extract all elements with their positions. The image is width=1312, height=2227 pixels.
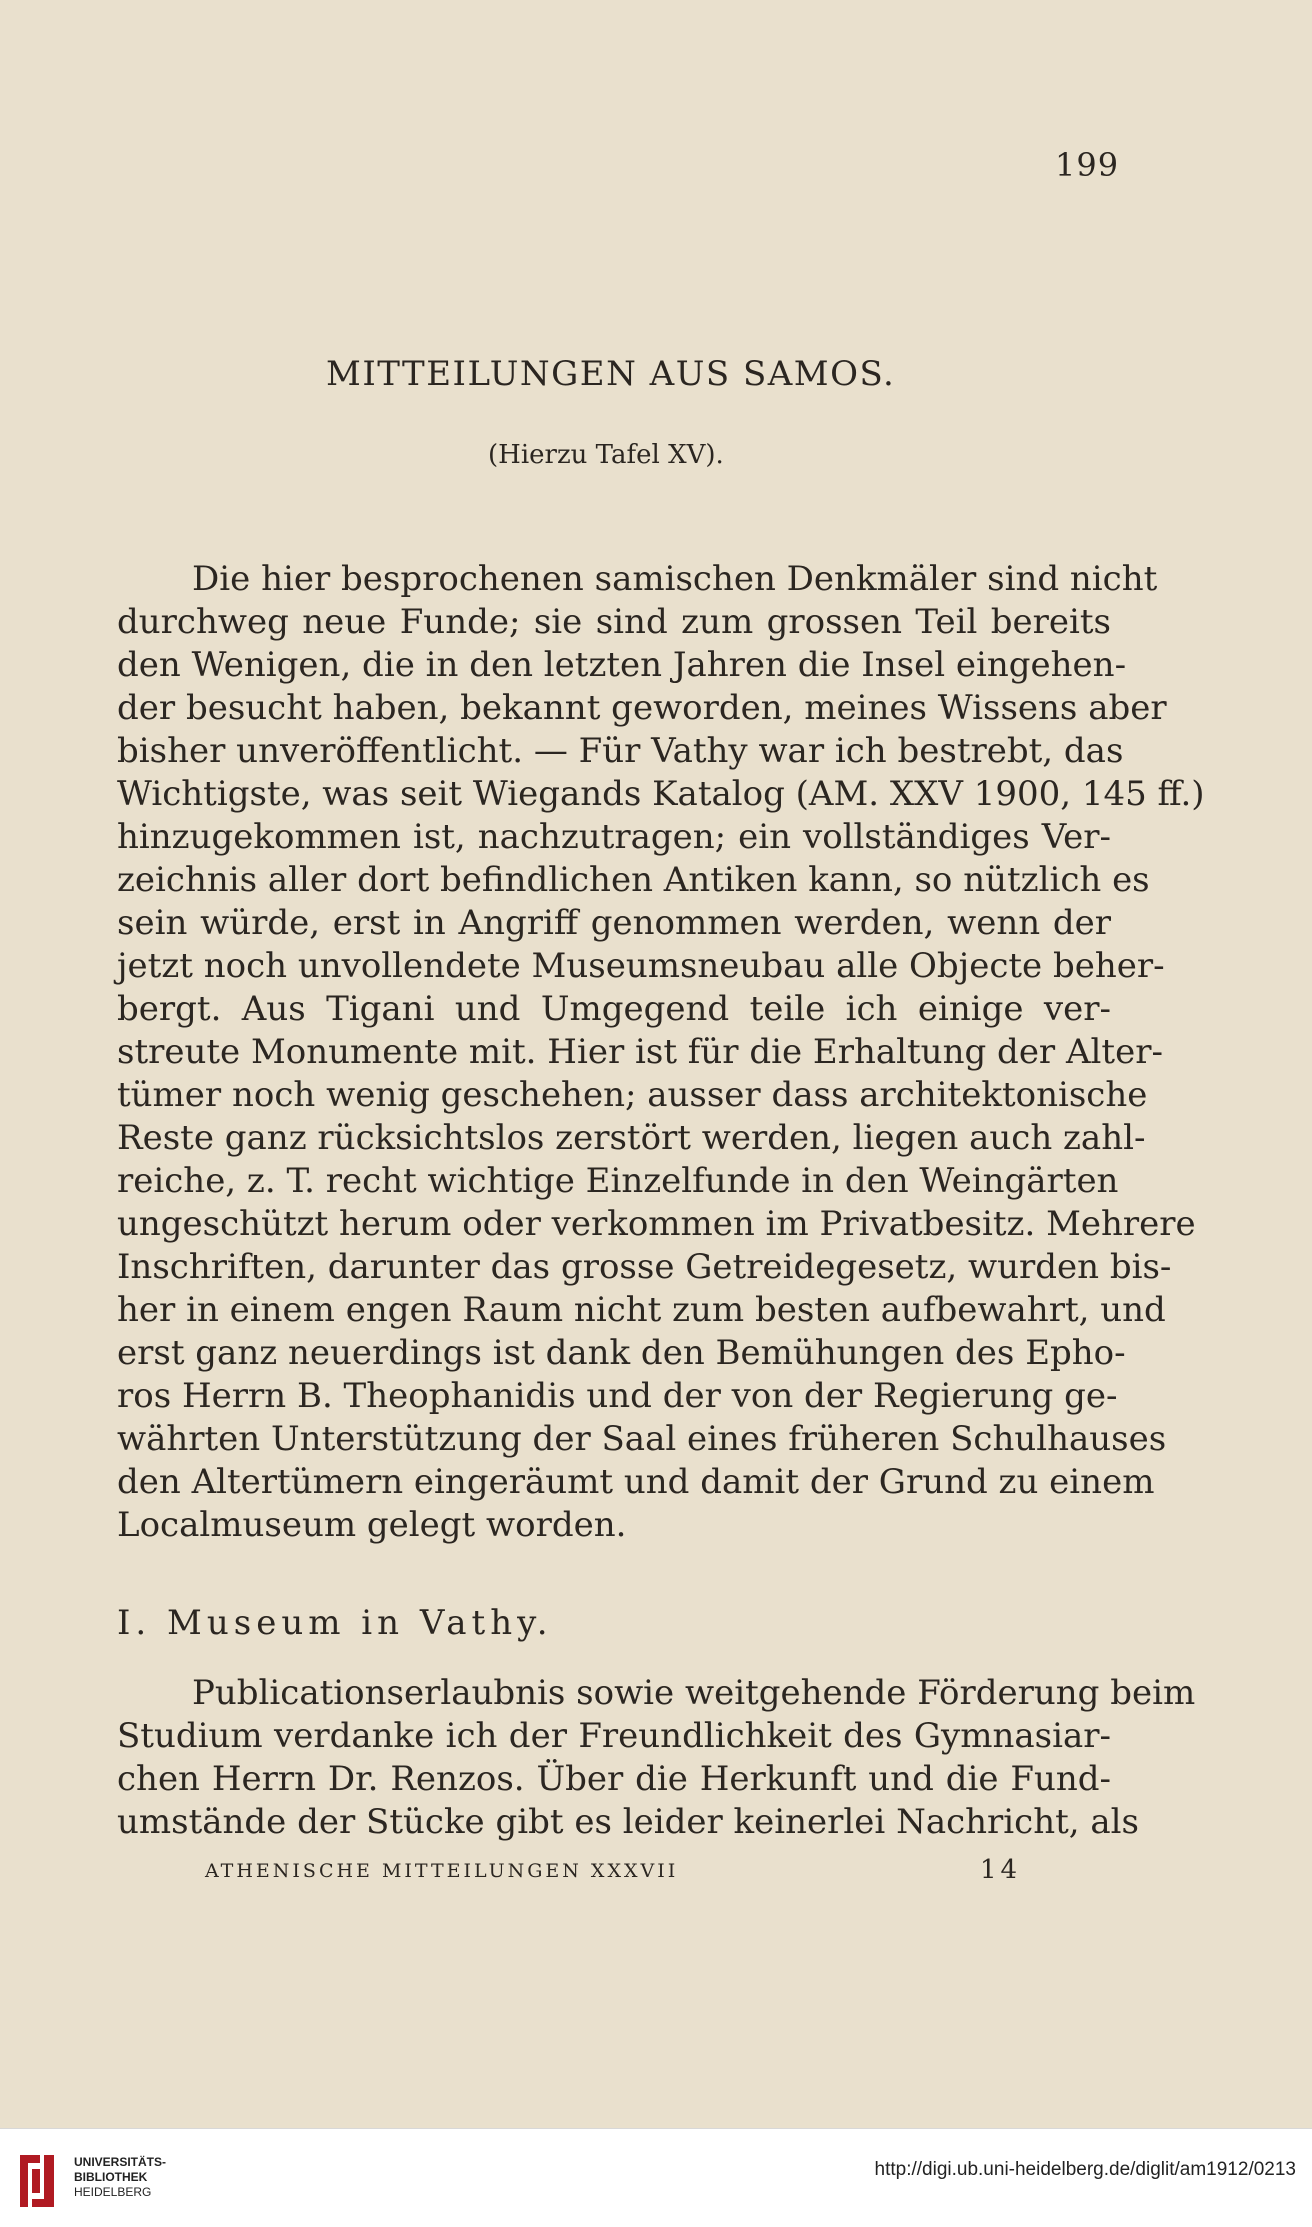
text-line: Reste ganz rücksichtslos zerstört werden, liegen auch zahl- — [117, 1118, 1146, 1158]
text-line: reiche, z. T. recht wichtige Einzelfunde in den Weingärten — [117, 1161, 1119, 1201]
article-subtitle: (Hierzu Tafel XV). — [488, 440, 724, 470]
text-line: Die hier besprochenen samischen Denkmäler sind nicht — [192, 559, 1158, 599]
text-line: ros Herrn B. Theophanidis und der von der Regierung ge- — [117, 1376, 1118, 1416]
text-line: durchweg neue Funde; sie sind zum grossen Teil bereits — [117, 602, 1111, 642]
text-line: umstände der Stücke gibt es leider keinerlei Nachricht, als — [117, 1802, 1139, 1842]
text-line: jetzt noch unvollendete Museumsneubau alle Objecte beher- — [117, 946, 1165, 986]
text-line: erst ganz neuerdings ist dank den Bemühungen des Epho- — [117, 1333, 1126, 1373]
page-number: 199 — [1055, 146, 1120, 184]
text-line: zeichnis aller dort befindlichen Antiken kann, so nützlich es — [117, 860, 1150, 900]
library-name-line: BIBLIOTHEK — [74, 2170, 148, 2184]
text-line: chen Herrn Dr. Renzos. Über die Herkunft und die Fund- — [117, 1759, 1111, 1799]
text-line: der besucht haben, bekannt geworden, meines Wissens aber — [117, 688, 1167, 728]
text-line: streute Monumente mit. Hier ist für die Erhaltung der Alter- — [117, 1032, 1163, 1072]
library-name-line: UNIVERSITÄTS- — [74, 2155, 167, 2169]
text-line: Publicationserlaubnis sowie weitgehende Förderung beim — [192, 1673, 1196, 1713]
text-line: her in einem engen Raum nicht zum besten aufbewahrt, und — [117, 1290, 1166, 1330]
text-line: Wichtigste, was seit Wiegands Katalog (AM. XXV 1900, 145 ff.) — [117, 774, 1205, 814]
text-line: hinzugekommen ist, nachzutragen; ein vollständiges Ver- — [117, 817, 1111, 857]
text-line: Inschriften, darunter das grosse Getreidegesetz, wurden bis- — [117, 1247, 1172, 1287]
text-line: Studium verdanke ich der Freundlichkeit des Gymnasiar- — [117, 1716, 1111, 1756]
sheet-signature: 14 — [980, 1855, 1022, 1885]
library-name[interactable] — [74, 2155, 166, 2200]
text-line: tümer noch wenig geschehen; ausser dass architektonische — [117, 1075, 1148, 1115]
viewer-footer-bar — [0, 2128, 1312, 2227]
journal-signature: ATHENISCHE MITTEILUNGEN XXXVII — [205, 1860, 679, 1882]
university-library-logo-icon[interactable] — [14, 2149, 60, 2213]
text-line: Localmuseum gelegt worden. — [117, 1505, 627, 1545]
text-line: ungeschützt herum oder verkommen im Privatbesitz. Mehrere — [117, 1204, 1196, 1244]
text-line: bergt. Aus Tigani und Umgegend teile ich einige ver- — [117, 989, 1111, 1029]
text-line: den Altertümern eingeräumt und damit der Grund zu einem — [117, 1462, 1155, 1502]
library-name-line: HEIDELBERG — [74, 2185, 152, 2199]
text-line: den Wenigen, die in den letzten Jahren die Insel eingehen- — [117, 645, 1127, 685]
text-line: bisher unveröffentlicht. — Für Vathy war ich bestrebt, das — [117, 731, 1124, 771]
text-line: sein würde, erst in Angriff genommen werden, wenn der — [117, 903, 1111, 943]
permalink-url[interactable]: http://digi.ub.uni-heidelberg.de/diglit/am1912/0213 — [874, 2159, 1296, 2180]
text-line: währten Unterstützung der Saal eines früheren Schulhauses — [117, 1419, 1167, 1459]
section-heading: I. Museum in Vathy. — [117, 1603, 553, 1643]
article-title: MITTEILUNGEN AUS SAMOS. — [326, 354, 896, 394]
